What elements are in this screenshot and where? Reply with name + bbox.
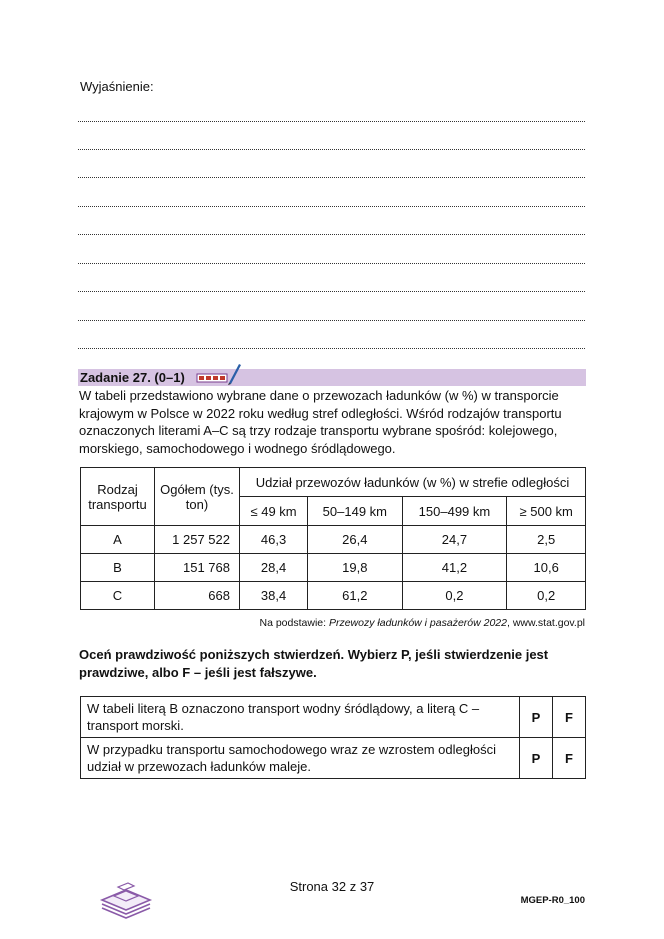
total-value: 668 xyxy=(155,582,240,610)
share-value: 24,7 xyxy=(402,526,507,554)
statement-row xyxy=(81,738,586,779)
answer-line[interactable] xyxy=(78,206,585,207)
statement-row xyxy=(81,697,586,738)
header-total: Ogółem (tys. ton) xyxy=(155,468,240,526)
share-value: 26,4 xyxy=(308,526,402,554)
total-value: 1 257 522 xyxy=(155,526,240,554)
task-intro: W tabeli przedstawiono wybrane dane o przewozach ładunków (w %) w transporcie krajowym w Polsce w 2022 roku według stref odległości. Wśród rodzajów transportu oznaczonych literami A–C są trzy rodzaje transportu wybrane spośród: kolejowego, morskiego, samochodowego i wodnego śródlądowego. xyxy=(79,388,562,456)
answer-line[interactable] xyxy=(78,234,585,235)
answer-line[interactable] xyxy=(78,177,585,178)
transport-letter: B xyxy=(81,554,155,582)
share-value: 38,4 xyxy=(240,582,308,610)
share-value: 46,3 xyxy=(240,526,308,554)
instruction: Oceń prawdziwość poniższych stwierdzeń. Wybierz P, jeśli stwierdzenie jest prawdziwe, albo F – jeśli jest fałszywe. xyxy=(79,647,549,680)
header-range: 150–499 km xyxy=(402,497,507,526)
answer-line[interactable] xyxy=(78,149,585,150)
transport-data-table xyxy=(80,467,586,610)
answer-line[interactable] xyxy=(78,320,585,321)
true-false-table xyxy=(80,696,586,779)
option-p[interactable]: P xyxy=(520,738,553,779)
answer-line[interactable] xyxy=(78,348,585,349)
answer-line[interactable] xyxy=(78,263,585,264)
page-number: Strona 32 z 37 xyxy=(289,879,375,894)
table-row xyxy=(81,526,586,554)
share-value: 19,8 xyxy=(308,554,402,582)
task-title: Zadanie 27. (0–1) xyxy=(80,370,185,385)
source-title: Przewozy ładunków i pasażerów 2022 xyxy=(328,617,507,629)
share-value: 41,2 xyxy=(402,554,507,582)
share-value: 2,5 xyxy=(507,526,586,554)
table-row xyxy=(81,582,586,610)
share-value: 0,2 xyxy=(402,582,507,610)
header-range: 50–149 km xyxy=(308,497,402,526)
header-range: ≥ 500 km xyxy=(507,497,586,526)
table-row xyxy=(81,554,586,582)
transport-letter: A xyxy=(81,526,155,554)
header-range: ≤ 49 km xyxy=(240,497,308,526)
answer-line[interactable] xyxy=(78,291,585,292)
explanation-label: Wyjaśnienie: xyxy=(80,79,154,94)
task-header xyxy=(78,369,586,386)
exam-code: MGEP-R0_100 xyxy=(520,895,585,906)
share-value: 10,6 xyxy=(507,554,586,582)
total-value: 151 768 xyxy=(155,554,240,582)
share-value: 61,2 xyxy=(308,582,402,610)
header-transport-type: Rodzaj transportu xyxy=(81,468,155,526)
statement-text: W tabeli literą B oznaczono transport wodny śródlądowy, a literą C – transport morski. xyxy=(81,697,520,738)
option-f[interactable]: F xyxy=(553,738,586,779)
share-value: 0,2 xyxy=(507,582,586,610)
option-p[interactable]: P xyxy=(520,697,553,738)
transport-letter: C xyxy=(81,582,155,610)
statement-text: W przypadku transportu samochodowego wraz ze wzrostem odległości udział w przewozach ładunków maleje. xyxy=(81,738,520,779)
answer-line[interactable] xyxy=(78,121,585,122)
share-value: 28,4 xyxy=(240,554,308,582)
source-note: Na podstawie: Przewozy ładunków i pasażerów 2022, www.stat.gov.pl xyxy=(259,617,585,629)
option-f[interactable]: F xyxy=(553,697,586,738)
skills-pencil-icon xyxy=(196,361,241,385)
header-distance-group: Udział przewozów ładunków (w %) w strefie odległości xyxy=(240,468,586,497)
